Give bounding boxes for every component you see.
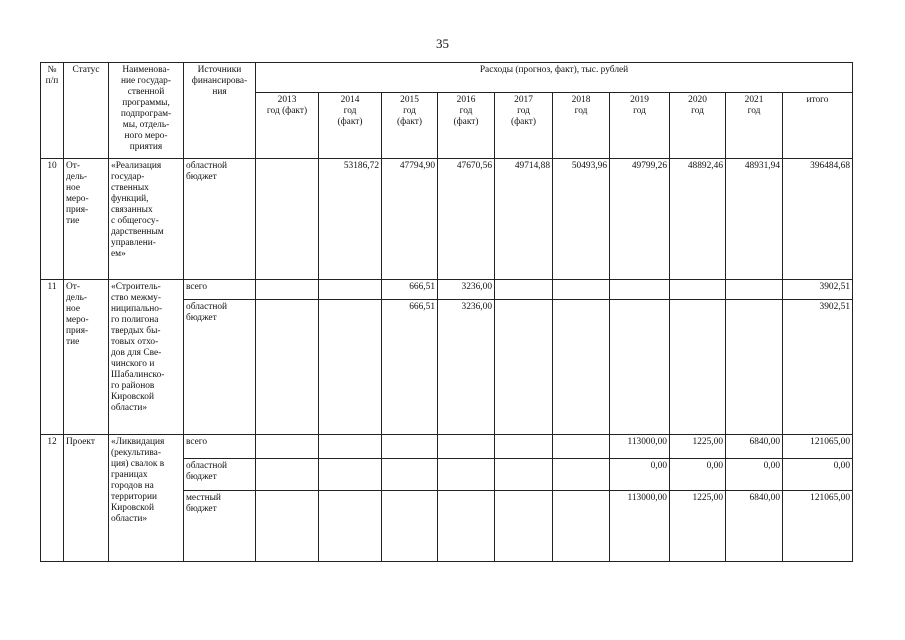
- header-year-2021: 2021 год: [726, 93, 783, 159]
- header-year-2015: 2015 год (факт): [382, 93, 438, 159]
- table-row: [41, 159, 853, 280]
- row-source: областной бюджет: [184, 300, 256, 435]
- cell-value: [438, 491, 495, 562]
- cell-value: [319, 491, 382, 562]
- row-status: От- дель- ное меро- прия- тие: [64, 280, 109, 435]
- cell-value: 6840,00: [726, 435, 783, 459]
- cell-value: [553, 300, 610, 435]
- row-status: Проект: [64, 435, 109, 562]
- row-source: всего: [184, 435, 256, 459]
- header-expenses: Расходы (прогноз, факт), тыс. рублей: [256, 63, 853, 93]
- cell-value: 1225,00: [670, 491, 726, 562]
- cell-value: [495, 300, 553, 435]
- cell-value: [610, 300, 670, 435]
- row-source: областной бюджет: [184, 459, 256, 491]
- cell-value: 666,51: [382, 280, 438, 300]
- header-row-top: [41, 63, 853, 93]
- cell-value: 49799,26: [610, 159, 670, 280]
- cell-value: 6840,00: [726, 491, 783, 562]
- header-name: Наименова- ние государ- ственной программы, подпрограм- мы, отдель- ного меро- приятия: [109, 63, 184, 159]
- row-source: местный бюджет: [184, 491, 256, 562]
- row-num: 11: [41, 280, 64, 435]
- row-name: «Строитель- ство межму- ниципально- го полигона твердых бы- товых отхо- дов для Све- чинского и Шабалинско- го районов Кировской области»: [109, 280, 184, 435]
- cell-value: [670, 300, 726, 435]
- cell-value: [319, 459, 382, 491]
- cell-value: [319, 435, 382, 459]
- cell-value: [382, 459, 438, 491]
- cell-value: 3236,00: [438, 300, 495, 435]
- cell-total: 121065,00: [783, 491, 853, 562]
- cell-value: [256, 491, 319, 562]
- cell-value: 1225,00: [670, 435, 726, 459]
- cell-value: 47794,90: [382, 159, 438, 280]
- cell-value: [319, 280, 382, 300]
- cell-value: [256, 159, 319, 280]
- header-num: № п/п: [41, 63, 64, 159]
- cell-value: [256, 280, 319, 300]
- cell-value: [610, 280, 670, 300]
- cell-value: [438, 459, 495, 491]
- cell-value: [670, 280, 726, 300]
- cell-value: [319, 300, 382, 435]
- cell-value: 53186,72: [319, 159, 382, 280]
- cell-value: [495, 280, 553, 300]
- cell-value: 666,51: [382, 300, 438, 435]
- row-source: всего: [184, 280, 256, 300]
- cell-value: 113000,00: [610, 435, 670, 459]
- row-num: 12: [41, 435, 64, 562]
- cell-value: 113000,00: [610, 491, 670, 562]
- financing-table: [40, 62, 853, 562]
- row-name: «Реализация государ- ственных функций, связанных с общегосу- дарственным управлени- ем»: [109, 159, 184, 280]
- header-year-2020: 2020 год: [670, 93, 726, 159]
- header-year-2017: 2017 год (факт): [495, 93, 553, 159]
- cell-value: [726, 300, 783, 435]
- header-year-2014: 2014 год (факт): [319, 93, 382, 159]
- table-row: [41, 435, 853, 459]
- cell-value: 48892,46: [670, 159, 726, 280]
- cell-total: 3902,51: [783, 280, 853, 300]
- cell-value: [726, 280, 783, 300]
- cell-value: 49714,88: [495, 159, 553, 280]
- cell-value: [495, 491, 553, 562]
- page-number: 35: [436, 36, 449, 51]
- row-num: 10: [41, 159, 64, 280]
- cell-value: 50493,96: [553, 159, 610, 280]
- header-year-2013: 2013 год (факт): [256, 93, 319, 159]
- cell-total: 3902,51: [783, 300, 853, 435]
- cell-value: [495, 459, 553, 491]
- cell-value: 47670,56: [438, 159, 495, 280]
- cell-total: 0,00: [783, 459, 853, 491]
- header-status: Статус: [64, 63, 109, 159]
- row-name: «Ликвидация (рекультива- ция) свалок в границах городов на территории Кировской области»: [109, 435, 184, 562]
- cell-value: [553, 491, 610, 562]
- cell-value: [382, 435, 438, 459]
- cell-value: 48931,94: [726, 159, 783, 280]
- cell-value: [495, 435, 553, 459]
- cell-value: [256, 459, 319, 491]
- cell-value: [438, 435, 495, 459]
- cell-value: 0,00: [670, 459, 726, 491]
- cell-total: 396484,68: [783, 159, 853, 280]
- cell-value: [256, 435, 319, 459]
- cell-value: 0,00: [726, 459, 783, 491]
- cell-value: [256, 300, 319, 435]
- cell-value: 3236,00: [438, 280, 495, 300]
- row-source: областной бюджет: [184, 159, 256, 280]
- header-year-2019: 2019 год: [610, 93, 670, 159]
- financing-table-sheet: [40, 62, 853, 562]
- header-year-2016: 2016 год (факт): [438, 93, 495, 159]
- cell-value: [553, 280, 610, 300]
- cell-value: [553, 459, 610, 491]
- table-row: [41, 280, 853, 300]
- row-status: От- дель- ное меро- прия- тие: [64, 159, 109, 280]
- cell-value: [553, 435, 610, 459]
- cell-value: 0,00: [610, 459, 670, 491]
- cell-total: 121065,00: [783, 435, 853, 459]
- header-total: итого: [783, 93, 853, 159]
- header-year-2018: 2018 год: [553, 93, 610, 159]
- header-source: Источники финансирова- ния: [184, 63, 256, 159]
- cell-value: [382, 491, 438, 562]
